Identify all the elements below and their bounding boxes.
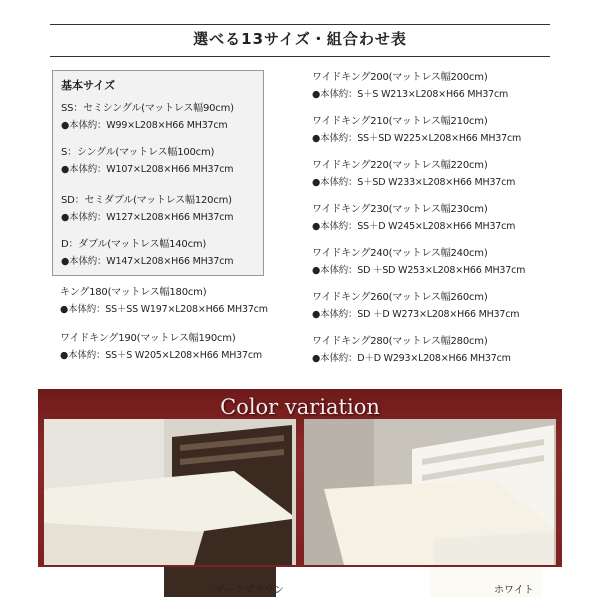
size-dims: ●本体約：S＋S W213×L208×H66 MH37cm bbox=[312, 89, 509, 100]
size-dims: ●本体約：SS＋D W245×L208×H66 MH37cm bbox=[312, 221, 516, 232]
size-dims: ●本体約：W127×L208×H66 MH37cm bbox=[61, 212, 234, 223]
size-name: キング180(マットレス幅180cm) bbox=[60, 287, 207, 298]
color-variation-heading: Color variation bbox=[220, 395, 380, 419]
title-rule bbox=[50, 56, 550, 57]
size-name: S：シングル(マットレス幅100cm) bbox=[61, 147, 215, 158]
color-label-strip bbox=[38, 567, 562, 601]
size-dims: ●本体約：SS＋SD W225×L208×H66 MH37cm bbox=[312, 133, 522, 144]
size-name: ワイドキング190(マットレス幅190cm) bbox=[60, 333, 236, 344]
size-dims: ●本体約：SD ＋D W273×L208×H66 MH37cm bbox=[312, 309, 520, 320]
white-label: ホワイト bbox=[494, 585, 534, 596]
basic-size-box bbox=[52, 70, 264, 276]
size-name: SS：セミシングル(マットレス幅90cm) bbox=[61, 103, 234, 114]
size-dims: ●本体約：D＋D W293×L208×H66 MH37cm bbox=[312, 353, 511, 364]
size-name: ワイドキング230(マットレス幅230cm) bbox=[312, 204, 488, 215]
size-name: ワイドキング200(マットレス幅200cm) bbox=[312, 72, 488, 83]
size-dims: ●本体約：W99×L208×H66 MH37cm bbox=[61, 120, 228, 131]
size-name: ワイドキング280(マットレス幅280cm) bbox=[312, 336, 488, 347]
size-dims: ●本体約：SD ＋SD W253×L208×H66 MH37cm bbox=[312, 265, 526, 276]
size-name: ワイドキング220(マットレス幅220cm) bbox=[312, 160, 488, 171]
top-rule bbox=[50, 24, 550, 25]
size-dims: ●本体約：SS＋S W205×L208×H66 MH37cm bbox=[60, 350, 262, 361]
color-variation-panel bbox=[38, 389, 562, 601]
dark-brown-label: ダークブラウン bbox=[214, 585, 284, 596]
size-name: ワイドキング260(マットレス幅260cm) bbox=[312, 292, 488, 303]
size-name: D：ダブル(マットレス幅140cm) bbox=[61, 239, 207, 250]
size-dims: ●本体約：W107×L208×H66 MH37cm bbox=[61, 164, 234, 175]
dark-brown-bed-photo bbox=[44, 419, 296, 565]
size-dims: ●本体約：S＋SD W233×L208×H66 MH37cm bbox=[312, 177, 516, 188]
white-bed-illustration bbox=[304, 419, 556, 565]
size-name: ワイドキング210(マットレス幅210cm) bbox=[312, 116, 488, 127]
size-dims: ●本体約：W147×L208×H66 MH37cm bbox=[61, 256, 234, 267]
basic-size-heading: 基本サイズ bbox=[61, 79, 116, 92]
size-dims: ●本体約：SS＋SS W197×L208×H66 MH37cm bbox=[60, 304, 268, 315]
size-name: ワイドキング240(マットレス幅240cm) bbox=[312, 248, 488, 259]
size-name: SD：セミダブル(マットレス幅120cm) bbox=[61, 195, 232, 206]
dark-brown-bed-illustration bbox=[44, 419, 296, 565]
white-bed-photo bbox=[304, 419, 556, 565]
page-title: 選べる13サイズ・組合わせ表 bbox=[193, 30, 407, 48]
